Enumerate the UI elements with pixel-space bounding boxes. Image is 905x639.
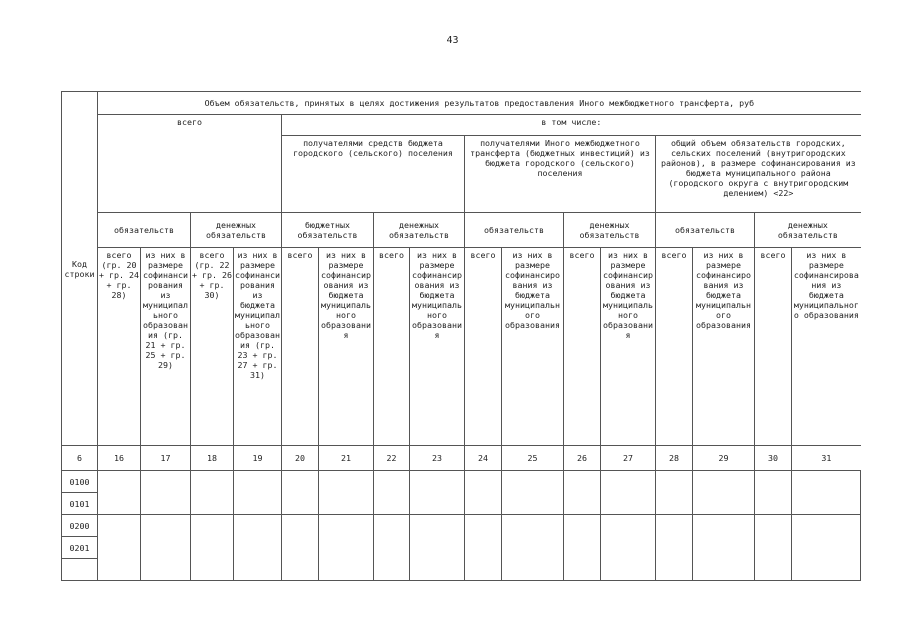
- data-cell: [141, 515, 191, 581]
- column-number: 25: [502, 446, 564, 471]
- data-cell: [693, 515, 755, 581]
- column-number: 21: [319, 446, 374, 471]
- col-24-header: всего: [465, 248, 502, 446]
- data-cell: [755, 471, 792, 515]
- column-number: 28: [656, 446, 693, 471]
- data-cell: [410, 515, 465, 581]
- row-code: [62, 559, 98, 581]
- group-b-header: получателями Иного межбюджетного трансферта (бюджетных инвестиций) из бюджета городского (сельского) поселения: [465, 136, 656, 213]
- data-cell: [601, 515, 656, 581]
- data-cell: [656, 515, 693, 581]
- data-cell: [792, 515, 861, 581]
- data-cell: [564, 471, 601, 515]
- col-16-header: всего (гр. 20 + гр. 24 + гр. 28): [98, 248, 141, 446]
- column-number: 27: [601, 446, 656, 471]
- col-27-header: из них в размере софинансирования из бюджета муниципального образования: [601, 248, 656, 446]
- data-cell: [191, 515, 234, 581]
- col-31-header: из них в размере софинансирования из бюджета муниципального образования: [792, 248, 861, 446]
- column-number: 17: [141, 446, 191, 471]
- col-25-header: из них в размере софинансирования из бюджета муниципального образования: [502, 248, 564, 446]
- row-code: 0101: [62, 493, 98, 515]
- col-18-header: всего (гр. 22 + гр. 26 + гр. 30): [191, 248, 234, 446]
- col-17-header: из них в размере софинансирования из муниципального образования (гр. 21 + гр. 25 + гр. 29): [141, 248, 191, 446]
- data-cell: [502, 515, 564, 581]
- row-code: 0100: [62, 471, 98, 493]
- data-cell: [98, 471, 141, 515]
- col-20-header: всего: [282, 248, 319, 446]
- monetary-obligations-header: денежных обязательств: [755, 213, 861, 248]
- column-number: 16: [98, 446, 141, 471]
- data-cell: [98, 515, 141, 581]
- data-cell: [502, 471, 564, 515]
- group-c-header: общий объем обязательств городских, сельских поселений (внутригородских районов), в размере софинансирования из бюджета муниципального района (городского округа с внутригородским делением) <22>: [656, 136, 861, 213]
- group-a-header: получателями средств бюджета городского (сельского) поселения: [282, 136, 465, 213]
- data-cell: [319, 471, 374, 515]
- col-30-header: всего: [755, 248, 792, 446]
- obligations-header: обязательств: [465, 213, 564, 248]
- obligations-header: обязательств: [656, 213, 755, 248]
- data-cell: [656, 471, 693, 515]
- column-number: 19: [234, 446, 282, 471]
- col-19-header: из них в размере софинансирования из бюджета муниципального образования (гр. 23 + гр. 27 + гр. 31): [234, 248, 282, 446]
- column-number: 30: [755, 446, 792, 471]
- data-cell: [601, 471, 656, 515]
- budget-obligations-header: бюджетных обязательств: [282, 213, 374, 248]
- col-22-header: всего: [374, 248, 410, 446]
- column-number: 18: [191, 446, 234, 471]
- data-cell: [792, 471, 861, 515]
- data-cell: [191, 471, 234, 515]
- main-header: Объем обязательств, принятых в целях достижения результатов предоставления Иного межбюджетного трансферта, руб: [98, 92, 861, 115]
- column-number: 23: [410, 446, 465, 471]
- monetary-obligations-header: денежных обязательств: [191, 213, 282, 248]
- data-cell: [374, 471, 410, 515]
- data-cell: [693, 471, 755, 515]
- column-number: 29: [693, 446, 755, 471]
- row-code: 0200: [62, 515, 98, 537]
- data-cell: [141, 471, 191, 515]
- data-cell: [374, 515, 410, 581]
- data-cell: [319, 515, 374, 581]
- data-cell: [564, 515, 601, 581]
- data-cell: [282, 471, 319, 515]
- obligations-header: обязательств: [98, 213, 191, 248]
- monetary-obligations-header: денежных обязательств: [374, 213, 465, 248]
- total-header: всего: [98, 115, 282, 213]
- page-number: 43: [446, 35, 459, 46]
- obligations-table: [61, 91, 861, 581]
- column-number: 20: [282, 446, 319, 471]
- data-cell: [234, 515, 282, 581]
- data-cell: [755, 515, 792, 581]
- column-number: 31: [792, 446, 861, 471]
- col-29-header: из них в размере софинансирования из бюджета муниципального образования: [693, 248, 755, 446]
- col-23-header: из них в размере софинансирования из бюджета муниципального образования: [410, 248, 465, 446]
- column-number: 22: [374, 446, 410, 471]
- row-code-header: Код строки: [62, 92, 98, 446]
- data-cell: [234, 471, 282, 515]
- including-header: в том числе:: [282, 115, 861, 136]
- row-code: 0201: [62, 537, 98, 559]
- column-number: 24: [465, 446, 502, 471]
- col-26-header: всего: [564, 248, 601, 446]
- col-21-header: из них в размере софинансирования из бюджета муниципального образования: [319, 248, 374, 446]
- col-28-header: всего: [656, 248, 693, 446]
- monetary-obligations-header: денежных обязательств: [564, 213, 656, 248]
- column-number: 26: [564, 446, 601, 471]
- data-cell: [410, 471, 465, 515]
- data-cell: [465, 515, 502, 581]
- column-number: 6: [62, 446, 98, 471]
- data-cell: [282, 515, 319, 581]
- data-cell: [465, 471, 502, 515]
